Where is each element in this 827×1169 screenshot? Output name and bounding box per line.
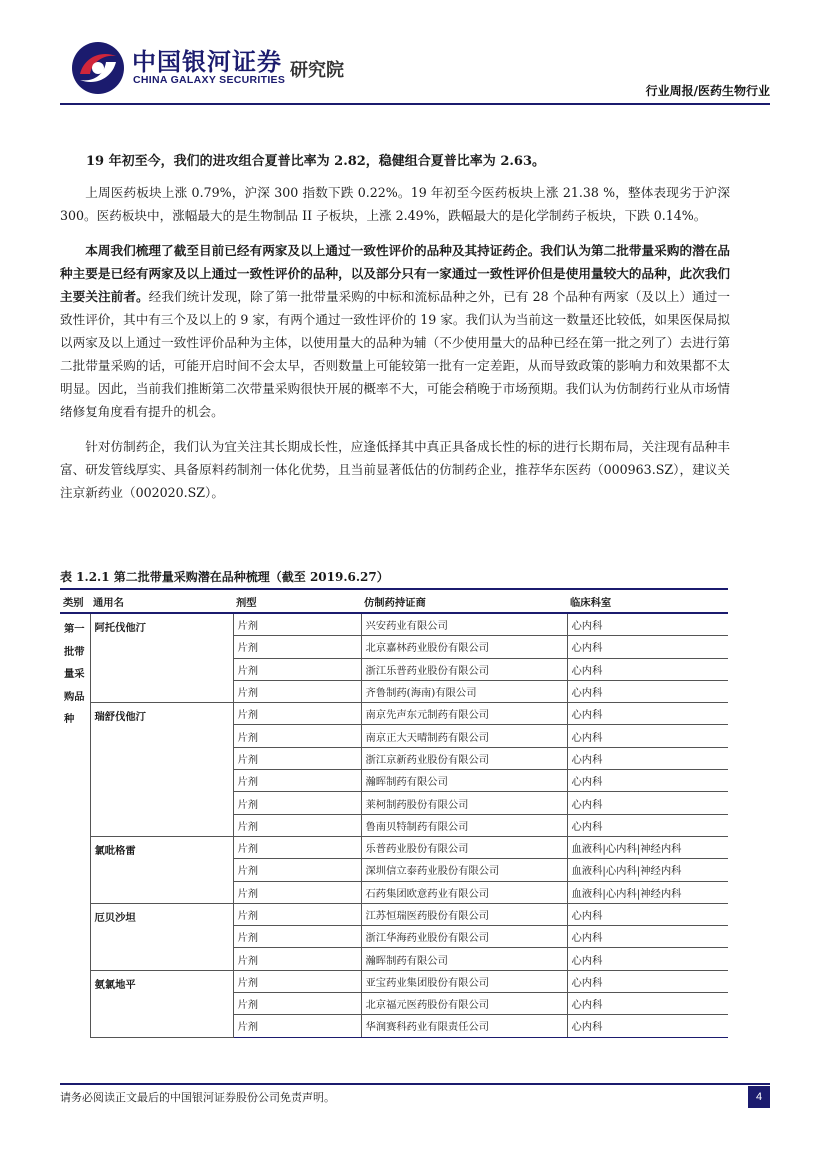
header-category: 类别 <box>60 589 90 613</box>
table-row <box>60 613 728 636</box>
brand-name-cn: 中国银河证券 <box>132 48 282 76</box>
category-char: 购品 <box>64 690 85 703</box>
department-cell: 心内科 <box>567 926 728 948</box>
dosage-form-cell: 片剂 <box>233 926 361 948</box>
license-holder-cell: 石药集团欧意药业有限公司 <box>361 881 567 903</box>
department-cell: 心内科 <box>567 970 728 992</box>
footer-divider <box>60 1083 770 1085</box>
paragraph-market: 上周医药板块上涨 0.79%，沪深 300 指数下跌 0.22%。19 年初至今医药板块上涨 21.38 %，整体表现劣于沪深 300。医药板块中，涨幅最大的是生物制品 II 子板块，上涨 2.49%，跌幅最大的是化学制药子板块，下跌 0.14%。 <box>60 185 730 223</box>
paragraph-analysis <box>60 239 730 423</box>
license-holder-cell: 瀚晖制药有限公司 <box>361 770 567 792</box>
category-char: 量采 <box>64 668 85 680</box>
table-row <box>60 970 728 992</box>
license-holder-cell: 齐鲁制药(海南)有限公司 <box>361 680 567 702</box>
dosage-form-cell: 片剂 <box>233 747 361 769</box>
paragraph-sharpe: 19 年初至今，我们的进攻组合夏普比率为 2.82，稳健组合夏普比率为 2.63。 <box>86 154 545 169</box>
department-cell: 心内科 <box>567 1015 728 1037</box>
license-holder-cell: 瀚晖制药有限公司 <box>361 948 567 970</box>
license-holder-cell: 浙江乐普药业股份有限公司 <box>361 658 567 680</box>
department-cell: 血液科|心内科|神经内科 <box>567 836 728 858</box>
brand-name-en: CHINA GALAXY SECURITIES <box>133 74 286 86</box>
header-divider <box>60 103 770 105</box>
department-cell: 血液科|心内科|神经内科 <box>567 881 728 903</box>
dosage-form-cell: 片剂 <box>233 680 361 702</box>
category-char: 种 <box>64 713 75 725</box>
license-holder-cell: 浙江华海药业股份有限公司 <box>361 926 567 948</box>
disclaimer-text: 请务必阅读正文最后的中国银河证券股份公司免责声明。 <box>60 1091 335 1104</box>
analysis-detail: 经我们统计发现，除了第一批带量采购的中标和流标品种之外，已有 28 个品种有两家（及以上）通过一致性评价，其中有三个及以上的 9 家，有两个通过一致性评价的 19 家。我们认为当前这一数量还比较低，如果医保局拟以两家及以上通过一致性评价品种为主体，以使用量大的品种为辅（不少使用量大的品种已经在第一批之列了）去进行第二批带量采购的话，可能开启时间不会太早，否则数量上可能较第一批有一定差距，从而导致政策的影响力和效果都不太明显。因此，当前我们推断第二次带量采购很快开展的概率不大，可能会稍晚于市场预期。我们认为仿制药行业从市场情绪修复角度看有提升的机会。 <box>60 289 730 419</box>
department-cell: 血液科|心内科|神经内科 <box>567 859 728 881</box>
department-cell: 心内科 <box>567 770 728 792</box>
license-holder-cell: 亚宝药业集团股份有限公司 <box>361 970 567 992</box>
generic-name-cell: 瑞舒伐他汀 <box>90 703 233 837</box>
dosage-form-cell: 片剂 <box>233 703 361 725</box>
header-license-holder: 仿制药持证商 <box>361 589 567 613</box>
category-char: 第一 <box>64 623 85 635</box>
page-header <box>0 0 827 108</box>
procurement-table <box>60 588 728 1038</box>
dosage-form-cell: 片剂 <box>233 658 361 680</box>
dosage-form-cell: 片剂 <box>233 948 361 970</box>
paragraph-recommendation: 针对仿制药企，我们认为宜关注其长期成长性，应逢低择其中真正具备成长性的标的进行长期布局，关注现有品种丰富、研发管线厚实、具备原料药制剂一体化优势，且当前显著低估的仿制药企业，推荐华东医药（000963.SZ），建议关注京新药业（002020.SZ）。 <box>60 439 730 500</box>
license-holder-cell: 深圳信立泰药业股份有限公司 <box>361 859 567 881</box>
analysis-highlight: 本周我们梳理了截至目前已经有两家及以上通过一致性评价的品种及其持证药企。我们认为第二批带量采购的潜在品种主要是已经有两家及以上通过一致性评价的品种，以及部分只有一家通过一致性评价但是使用量较大的品种，此次我们主要关注前者。 <box>60 243 730 304</box>
department-cell: 心内科 <box>567 725 728 747</box>
license-holder-cell: 浙江京新药业股份有限公司 <box>361 747 567 769</box>
generic-name-cell: 厄贝沙坦 <box>90 903 233 970</box>
dosage-form-cell: 片剂 <box>233 993 361 1015</box>
license-holder-cell: 鲁南贝特制药有限公司 <box>361 814 567 836</box>
header-department: 临床科室 <box>567 589 728 613</box>
galaxy-logo-icon <box>70 40 126 96</box>
dosage-form-cell: 片剂 <box>233 814 361 836</box>
main-content <box>60 150 730 516</box>
generic-name-cell: 氨氯地平 <box>90 970 233 1037</box>
license-holder-cell: 莱柯制药股份有限公司 <box>361 792 567 814</box>
department-cell: 心内科 <box>567 658 728 680</box>
report-category: 行业周报/医药生物行业 <box>645 84 770 98</box>
category-cell <box>60 613 90 1037</box>
department-cell: 心内科 <box>567 948 728 970</box>
table-row <box>60 836 728 858</box>
dosage-form-cell: 片剂 <box>233 881 361 903</box>
category-char: 批带 <box>64 645 85 658</box>
license-holder-cell: 南京先声东元制药有限公司 <box>361 703 567 725</box>
dosage-form-cell: 片剂 <box>233 792 361 814</box>
department-cell: 心内科 <box>567 903 728 925</box>
table-row <box>60 703 728 725</box>
department-cell: 心内科 <box>567 993 728 1015</box>
department-cell: 心内科 <box>567 613 728 636</box>
page-number: 4 <box>748 1086 770 1108</box>
department-cell: 心内科 <box>567 792 728 814</box>
department-cell: 心内科 <box>567 814 728 836</box>
dosage-form-cell: 片剂 <box>233 836 361 858</box>
dosage-form-cell: 片剂 <box>233 636 361 658</box>
dosage-form-cell: 片剂 <box>233 725 361 747</box>
dosage-form-cell: 片剂 <box>233 859 361 881</box>
header-generic-name: 通用名 <box>90 589 233 613</box>
department-cell: 心内科 <box>567 636 728 658</box>
license-holder-cell: 兴安药业有限公司 <box>361 613 567 636</box>
header-dosage-form: 剂型 <box>233 589 361 613</box>
department-cell: 心内科 <box>567 747 728 769</box>
dosage-form-cell: 片剂 <box>233 613 361 636</box>
table-row <box>60 903 728 925</box>
institute-label: 研究院 <box>290 60 344 81</box>
license-holder-cell: 南京正大天晴制药有限公司 <box>361 725 567 747</box>
table-caption: 表 1.2.1 第二批带量采购潜在品种梳理（截至 2019.6.27） <box>60 570 389 584</box>
generic-name-cell: 阿托伐他汀 <box>90 613 233 703</box>
dosage-form-cell: 片剂 <box>233 1015 361 1037</box>
dosage-form-cell: 片剂 <box>233 770 361 792</box>
license-holder-cell: 北京嘉林药业股份有限公司 <box>361 636 567 658</box>
license-holder-cell: 华润赛科药业有限责任公司 <box>361 1015 567 1037</box>
license-holder-cell: 北京福元医药股份有限公司 <box>361 993 567 1015</box>
generic-name-cell: 氯吡格雷 <box>90 836 233 903</box>
table-header-row <box>60 589 728 613</box>
license-holder-cell: 乐普药业股份有限公司 <box>361 836 567 858</box>
department-cell: 心内科 <box>567 703 728 725</box>
dosage-form-cell: 片剂 <box>233 903 361 925</box>
dosage-form-cell: 片剂 <box>233 970 361 992</box>
table-body <box>60 613 728 1037</box>
department-cell: 心内科 <box>567 680 728 702</box>
license-holder-cell: 江苏恒瑞医药股份有限公司 <box>361 903 567 925</box>
